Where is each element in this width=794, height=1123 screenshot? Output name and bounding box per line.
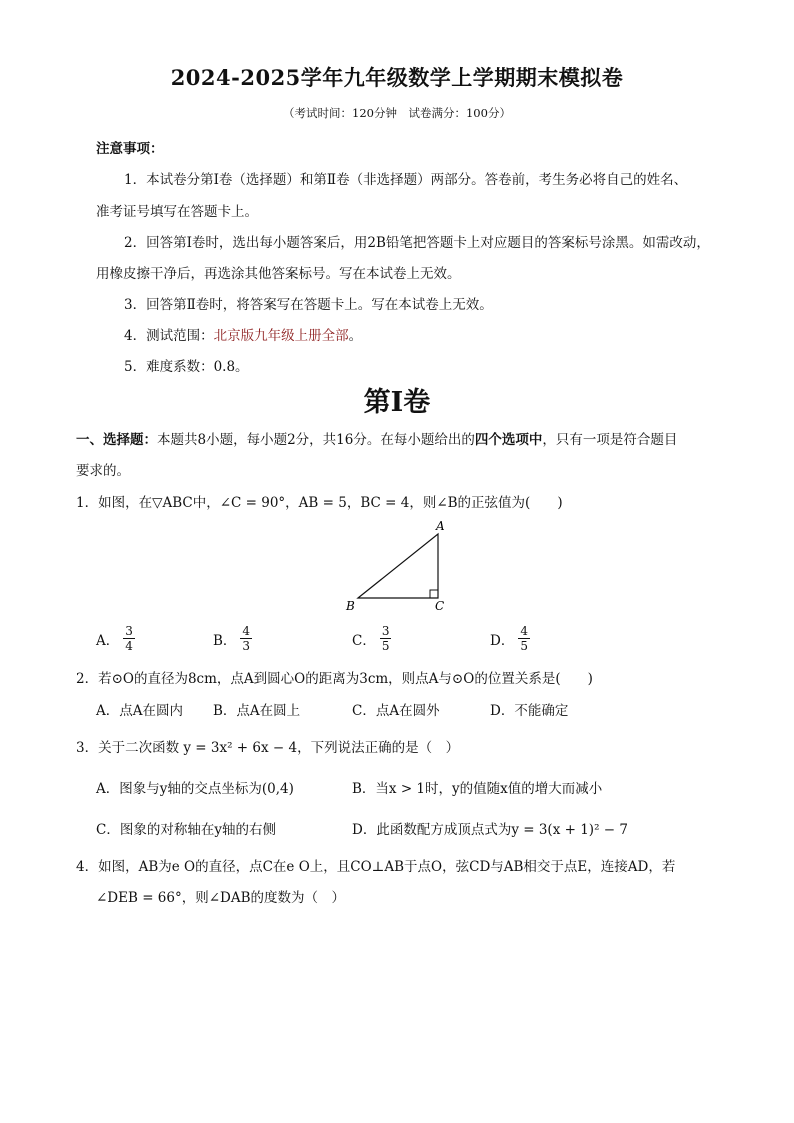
q2-option-c: C．点A在圆外 (352, 703, 440, 719)
q3-option-b: B．当x > 1时，y的值随x值的增大而减小 (352, 781, 603, 797)
q3-option-a: A．图象与y轴的交点坐标为(0,4) (96, 781, 294, 797)
section-intro-c: 四个选项中 (474, 432, 543, 448)
section-intro-a: 一、选择题： (76, 432, 157, 448)
q3-option-c: C．图象的对称轴在y轴的右侧 (96, 822, 276, 838)
page-title: 2024-2025学年九年级数学上学期期末模拟卷 (170, 65, 624, 90)
q1-option-a-fraction (123, 624, 135, 653)
right-angle-mark (430, 590, 438, 598)
notes-heading: 注意事项： (96, 141, 164, 157)
q1-option-d (490, 624, 530, 653)
q1-option-a-label: A． (96, 632, 120, 649)
section-intro-b: 本题共8小题，每小题2分，共16分。在每小题给出的 (157, 432, 475, 448)
q1-option-b-fraction (240, 624, 252, 653)
note-4-suffix: 。 (348, 328, 363, 344)
fraction-numerator: 3 (125, 624, 133, 638)
question-3-text: 3．关于二次函数 y = 3x² + 6x − 4，下列说法正确的是（ ） (76, 740, 460, 756)
triangle-abc (358, 534, 438, 598)
section-title: 第Ⅰ卷 (363, 387, 431, 418)
note-3: 3．回答第Ⅱ卷时，将答案写在答题卡上。写在本试卷上无效。 (124, 297, 493, 313)
vertex-b-label: B (346, 599, 355, 613)
q3-option-d: D．此函数配方成顶点式为y = 3(x + 1)² − 7 (352, 822, 628, 838)
q1-option-d-label: D． (490, 632, 515, 649)
vertex-c-label: C (435, 599, 445, 613)
fraction-denominator: 3 (242, 639, 251, 653)
q2-option-d: D．不能确定 (490, 703, 569, 719)
note-4 (124, 324, 362, 344)
q1-option-c-label: C． (352, 632, 376, 649)
note-2-line2: 用橡皮擦干净后，再选涂其他答案标号。写在本试卷上无效。 (96, 266, 461, 282)
vertex-a-label: A (436, 519, 445, 533)
q1-option-b-label: B． (213, 632, 237, 649)
triangle-figure (340, 516, 460, 616)
exam-info: （考试时间：120分钟 试卷满分：100分） (283, 106, 511, 120)
fraction-denominator: 4 (125, 639, 133, 653)
section-intro-line2: 要求的。 (76, 463, 130, 479)
test-range: 北京版九年级上册全部 (213, 328, 349, 344)
fraction-numerator: 4 (520, 624, 528, 638)
q2-option-a: A．点A在圆内 (96, 703, 183, 719)
section-intro-line1 (76, 428, 677, 448)
note-2-line1: 2．回答第Ⅰ卷时，选出每小题答案后，用2B铅笔把答题卡上对应题目的答案标号涂黑。如需改动， (124, 235, 710, 251)
q1-option-a (96, 624, 135, 653)
note-1-line1: 1．本试卷分第Ⅰ卷（选择题）和第Ⅱ卷（非选择题）两部分。答卷前，考生务必将自己的姓名、 (124, 172, 688, 188)
q1-option-c-fraction (380, 624, 392, 653)
note-1-line2: 准考证号填写在答题卡上。 (96, 204, 258, 220)
fraction-numerator: 3 (381, 624, 390, 638)
q2-option-b: B．点A在圆上 (213, 703, 301, 719)
fraction-numerator: 4 (242, 624, 251, 638)
q1-option-d-fraction (518, 624, 530, 653)
q1-option-b (213, 624, 252, 653)
section-intro-d: ，只有一项是符合题目 (542, 432, 678, 448)
question-1-text: 1．如图，在▽ABC中，∠C = 90°，AB = 5，BC = 4，则∠B的正弦值为( ) (76, 495, 563, 511)
question-4-line1: 4．如图，AB为e O的直径，点C在e O上，且CO⊥AB于点O，弦CD与AB相交于点E，连接AD，若 (76, 859, 676, 875)
question-4-line2: ∠DEB = 66°，则∠DAB的度数为（ ） (96, 890, 346, 906)
fraction-denominator: 5 (520, 639, 528, 653)
fraction-denominator: 5 (381, 639, 390, 653)
question-2-text: 2．若⊙O的直径为8cm，点A到圆心O的距离为3cm，则点A与⊙O的位置关系是( ) (76, 671, 593, 687)
note-5: 5．难度系数：0.8。 (124, 359, 249, 375)
q1-option-c (352, 624, 391, 653)
note-4-prefix: 4．测试范围： (124, 328, 214, 344)
